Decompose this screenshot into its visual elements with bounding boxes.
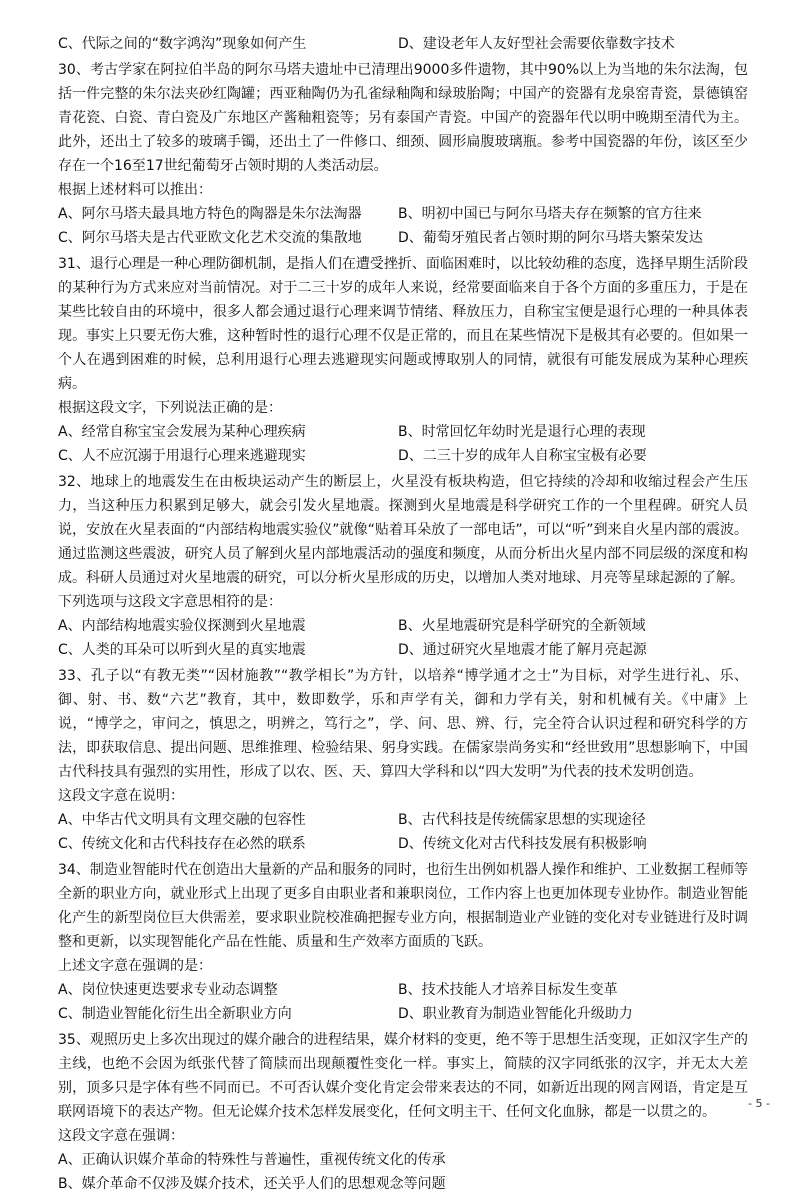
question-passage: 35、观照历史上多次出现过的媒介融合的进程结果，媒介材料的变更，绝不等于思想生活变现，正如汉字生产的主线，也绝不会因为纸张代替了简牍而出现颠覆性变化一样。事实上，简牍的汉字同纸张的汉字，并无太大差别，顶多只是字体有些不同而已。不可否认媒介变化肯定会带来表达的不同，如新近出现的网言网语，肯定是互联网语境下的表达产物。但无论媒介技术怎样发展变化，任何文明主干、任何文化血脉，都是一以贯之的。 bbox=[58, 1032, 748, 1120]
question-32 bbox=[58, 470, 748, 662]
option-c: C、代际之间的“数字鸿沟”现象如何产生 bbox=[58, 36, 307, 52]
options-grid bbox=[58, 978, 748, 1026]
option-d: D、通过研究火星地震才能了解月亮起源 bbox=[398, 642, 647, 658]
question-30 bbox=[58, 58, 748, 250]
question-stem: 上述文字意在强调的是： bbox=[58, 958, 212, 974]
question-stem: 根据这段文字，下列说法正确的是： bbox=[58, 400, 282, 416]
question-passage: 31、退行心理是一种心理防御机制，是指人们在遭受挫折、面临困难时，以比较幼稚的态度，选择早期生活阶段的某种行为方式来应对当前情况。对于二三十岁的成年人来说，经常要面临来自于各个方面的多重压力，于是在某些比较自由的环境中，很多人都会通过退行心理来调节情绪、释放压力，自称宝宝便是退行心理的一种具体表现。事实上只要无伤大雅，这种暂时性的退行心理不仅是正常的，而且在某些情况下是极其有必要的。但如果一个人在遇到困难的时候，总利用退行心理去逃避现实问题或博取别人的同情，就很有可能发展成为某种心理疾病。 bbox=[58, 256, 748, 392]
option-c: C、人类的耳朵可以听到火星的真实地震 bbox=[58, 642, 306, 658]
option-b: B、时常回忆年幼时光是退行心理的表现 bbox=[398, 424, 646, 440]
option-b: B、媒介革命不仅涉及媒介技术，还关乎人们的思想观念等问题 bbox=[58, 1176, 446, 1192]
options-grid bbox=[58, 202, 748, 250]
question-35 bbox=[58, 1028, 748, 1196]
options-grid bbox=[58, 420, 748, 468]
option-d: D、传统文化对古代科技发展有积极影响 bbox=[398, 836, 647, 852]
option-b: B、明初中国已与阿尔马塔夫存在频繁的官方往来 bbox=[398, 206, 702, 222]
question-passage: 30、考古学家在阿拉伯半岛的阿尔马塔夫遗址中已清理出9000多件遗物，其中90%以上为当地的朱尔法淘，包括一件完整的朱尔法夹砂红陶罐；西亚釉陶仍为孔雀绿釉陶和绿玻胎陶；中国产的瓷器有龙泉窑青瓷，景德镇窑青花瓷、白瓷、青白瓷及广东地区产酱釉粗瓷等；另有泰国产青瓷。中国产的瓷器年代以明中晚期至清代为主。此外，还出土了较多的玻璃手镯，还出土了一件修口、细颈、圆形扁腹玻璃瓶。参考中国瓷器的年份，该区至少存在一个16至17世纪葡萄牙占领时期的人类活动层。 bbox=[58, 62, 748, 174]
question-33 bbox=[58, 664, 748, 856]
option-a: A、内部结构地震实验仪探测到火星地震 bbox=[58, 618, 306, 634]
option-a: A、经常自称宝宝会发展为某种心理疾病 bbox=[58, 424, 306, 440]
option-b: B、技术技能人才培养目标发生变革 bbox=[398, 982, 618, 998]
option-d: D、职业教育为制造业智能化升级助力 bbox=[398, 1006, 633, 1022]
option-b: B、火星地震研究是科学研究的全新领域 bbox=[398, 618, 646, 634]
exam-page bbox=[58, 32, 748, 1196]
option-b: B、古代科技是传统儒家思想的实现途径 bbox=[398, 812, 646, 828]
question-passage: 34、制造业智能时代在创造出大量新的产品和服务的同时，也衍生出例如机器人操作和维护、工业数据工程师等全新的职业方向，就业形式上出现了更多自由职业者和兼职岗位，工作内容上也更加体现专业协作。制造业智能化产生的新型岗位巨大供需差，要求职业院校准确把握专业方向，根据制造业产业链的变化对专业链进行及时调整和更新，以实现智能化产品在性能、质量和生产效率方面质的飞跃。 bbox=[58, 862, 748, 950]
question-passage: 32、地球上的地震发生在由板块运动产生的断层上，火星没有板块构造，但它持续的冷却和收缩过程会产生压力，当这种压力积累到足够大，就会引发火星地震。探测到火星地震是科学研究工作的一个里程碑。研究人员说，安放在火星表面的“内部结构地震实验仪”就像“贴着耳朵放了一部电话”，可以“听”到来自火星内部的震波。通过监测这些震波，研究人员了解到火星内部地震活动的强度和频度，从而分析出火星内部不同层级的深度和构成。科研人员通过对火星地震的研究，可以分析火星形成的历史，以增加人类对地球、月亮等星球起源的了解。 bbox=[58, 474, 748, 586]
option-d: D、二三十岁的成年人自称宝宝极有必要 bbox=[398, 448, 647, 464]
option-c: C、人不应沉溺于用退行心理来逃避现实 bbox=[58, 448, 306, 464]
question-stem: 这段文字意在强调： bbox=[58, 1128, 184, 1144]
option-d: D、建设老年人友好型社会需要依靠数字技术 bbox=[398, 36, 675, 52]
question-passage: 33、孔子以“有教无类”“因材施教”“教学相长”为方针，以培养“博学通才之士”为目标，对学生进行礼、乐、御、射、书、数“六艺”教育，其中，数即数学，乐和声学有关，御和力学有关，射和机械有关。《中庸》上说，“博学之，审问之，慎思之，明辨之，笃行之”，学、问、思、辨、行，完全符合认识过程和研究科学的方法，即获取信息、提出问题、思维推理、检验结果、躬身实践。在儒家崇尚务实和“经世致用”思想影响下，中国古代科技具有强烈的实用性，形成了以农、医、天、算四大学科和以“四大发明”为代表的技术发明创造。 bbox=[58, 668, 748, 780]
prev-question-options bbox=[58, 32, 748, 56]
options-grid bbox=[58, 808, 748, 856]
question-stem: 根据上述材料可以推出： bbox=[58, 182, 212, 198]
option-a: A、中华古代文明具有文理交融的包容性 bbox=[58, 812, 306, 828]
options-grid bbox=[58, 1148, 748, 1196]
page-number: - 5 - bbox=[748, 1097, 770, 1110]
question-31 bbox=[58, 252, 748, 468]
question-stem: 下列选项与这段文字意思相符的是： bbox=[58, 594, 282, 610]
option-a: A、正确认识媒介革命的特殊性与普遍性，重视传统文化的传承 bbox=[58, 1152, 446, 1168]
option-a: A、岗位快速更迭要求专业动态调整 bbox=[58, 982, 278, 998]
option-c: C、制造业智能化衍生出全新职业方向 bbox=[58, 1006, 292, 1022]
option-d: D、葡萄牙殖民者占领时期的阿尔马塔夫繁荣发达 bbox=[398, 230, 703, 246]
question-stem: 这段文字意在说明： bbox=[58, 788, 184, 804]
question-34 bbox=[58, 858, 748, 1026]
option-c: C、阿尔马塔夫是古代亚欧文化艺术交流的集散地 bbox=[58, 230, 362, 246]
option-a: A、阿尔马塔夫最具地方特色的陶器是朱尔法淘器 bbox=[58, 206, 362, 222]
option-c: C、传统文化和古代科技存在必然的联系 bbox=[58, 836, 306, 852]
options-grid bbox=[58, 614, 748, 662]
